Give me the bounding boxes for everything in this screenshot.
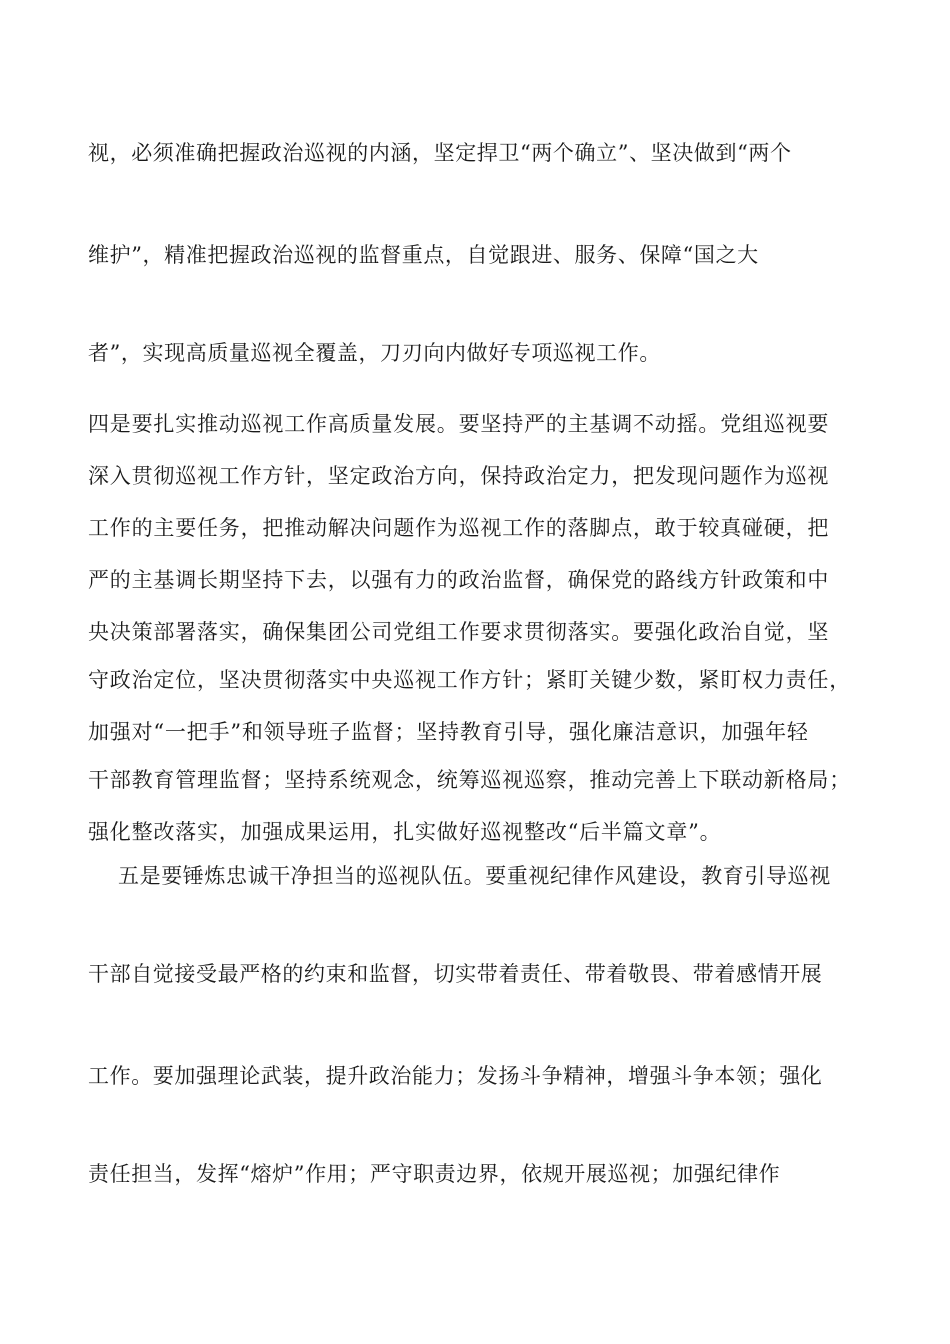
text-line: 干部自觉接受最严格的约束和监督，切实带着责任、带着敬畏、带着感情开展: [88, 962, 823, 986]
text-line: 四是要扎实推动巡视工作高质量发展。要坚持严的主基调不动摇。党组巡视要: [88, 412, 830, 436]
text-line: 工作的主要任务，把推动解决问题作为巡视工作的落脚点，敢于较真碰硬，把: [88, 516, 830, 540]
text-line: 加强对“一把手”和领导班子监督；坚持教育引导，强化廉洁意识，加强年轻: [88, 720, 809, 744]
text-line: 深入贯彻巡视工作方针，坚定政治方向，保持政治定力，把发现问题作为巡视: [88, 464, 830, 488]
text-line: 工作。要加强理论武装，提升政治能力；发扬斗争精神，增强斗争本领；强化: [88, 1064, 823, 1088]
text-line: 严的主基调长期坚持下去，以强有力的政治监督，确保党的路线方针政策和中: [88, 568, 830, 592]
text-line: 维护”，精准把握政治巡视的监督重点，自觉跟进、服务、保障“国之大: [88, 243, 759, 267]
text-line: 强化整改落实，加强成果运用，扎实做好巡视整改“后半篇文章”。: [88, 820, 722, 844]
text-line: 干部教育管理监督；坚持系统观念，统筹巡视巡察，推动完善上下联动新格局；: [88, 768, 851, 792]
text-line: 视，必须准确把握政治巡视的内涵，坚定捍卫“两个确立”、坚决做到“两个: [88, 141, 792, 165]
text-line: 五是要锤炼忠诚干净担当的巡视队伍。要重视纪律作风建设，教育引导巡视: [118, 864, 831, 888]
text-line: 责任担当，发挥“熔炉”作用；严守职责边界，依规开展巡视；加强纪律作: [88, 1162, 781, 1186]
text-line: 守政治定位，坚决贯彻落实中央巡视工作方针；紧盯关键少数，紧盯权力责任，: [88, 668, 851, 692]
text-line: 央决策部署落实，确保集团公司党组工作要求贯彻落实。要强化政治自觉，坚: [88, 620, 830, 644]
text-line: 者”，实现高质量巡视全覆盖，刀刃向内做好专项巡视工作。: [88, 341, 661, 365]
